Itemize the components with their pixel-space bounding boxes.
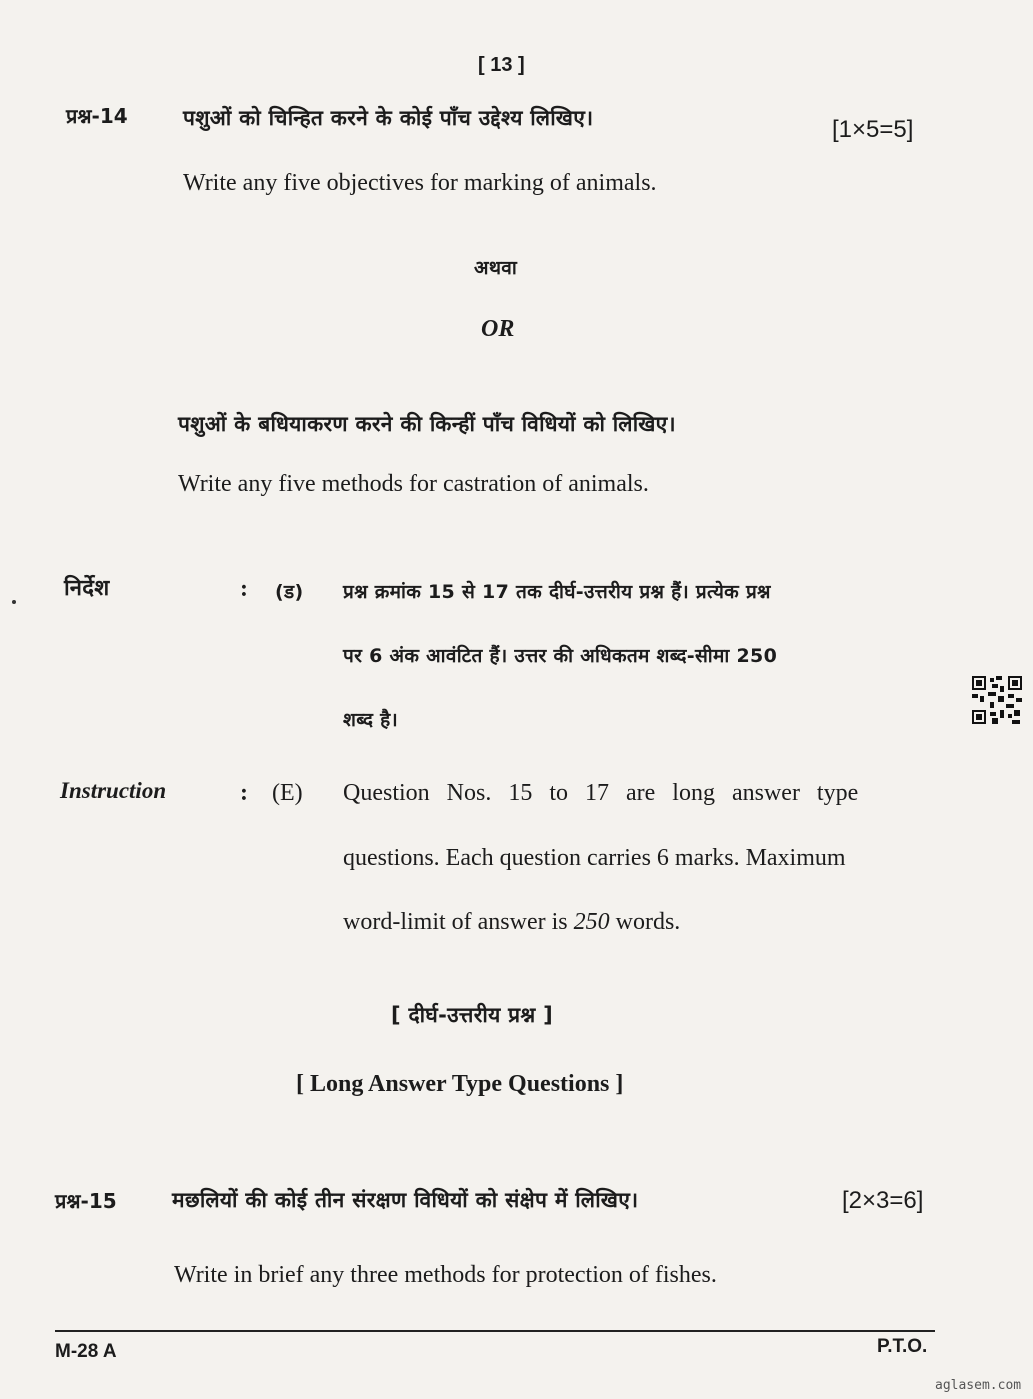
question-14-label: प्रश्न-14 <box>66 104 128 128</box>
watermark: aglasem.com <box>935 1378 1022 1393</box>
section-heading-hindi: [ दीर्घ-उत्तरीय प्रश्न ] <box>391 1003 554 1027</box>
instruction-hindi-line-2: पर 6 अंक आवंटित हैं। उत्तर की अधिकतम शब्द-सीमा 250 <box>343 645 778 667</box>
instruction-english-colon: : <box>240 780 248 806</box>
instruction-hindi-marker: (ड) <box>275 581 304 603</box>
paper-code: M-28 A <box>55 1341 117 1362</box>
instruction-english-line-3 <box>343 909 680 936</box>
instruction-english-line-3-suffix: words. <box>609 909 681 935</box>
question-14-marks: [1×5=5] <box>832 116 914 143</box>
section-heading-english: [ Long Answer Type Questions ] <box>296 1071 624 1097</box>
footer-rule <box>55 1330 935 1332</box>
question-14-alt-hindi: पशुओं के बधियाकरण करने की किन्हीं पाँच विधियों को लिखिए। <box>178 412 676 436</box>
instruction-english-word-limit: 250 <box>573 909 610 935</box>
qr-code-icon <box>972 676 1022 724</box>
question-14-hindi: पशुओं को चिन्हित करने के कोई पाँच उद्देश्य लिखिए। <box>183 106 594 130</box>
instruction-hindi-line-3: शब्द है। <box>343 709 399 731</box>
or-hindi: अथवा <box>474 257 518 279</box>
question-14-alt-english: Write any five methods for castration of animals. <box>178 471 649 497</box>
question-15-english: Write in brief any three methods for protection of fishes. <box>174 1262 717 1288</box>
page-number: [ 13 ] <box>478 54 525 76</box>
instruction-hindi-label: निर्देश <box>64 576 110 601</box>
please-turn-over: P.T.O. <box>877 1336 928 1357</box>
question-14-english: Write any five objectives for marking of animals. <box>183 170 657 196</box>
or-english: OR <box>481 316 515 342</box>
instruction-english-line-2: questions. Each question carries 6 marks. Maximum <box>343 845 846 871</box>
instruction-hindi-colon: : <box>240 576 248 602</box>
question-15-label: प्रश्न-15 <box>55 1189 117 1213</box>
instruction-english-line-3-prefix: word-limit of answer is <box>343 909 574 935</box>
instruction-english-marker: (E) <box>272 780 303 806</box>
margin-dot <box>12 600 16 604</box>
instruction-english-label: Instruction <box>60 778 167 803</box>
question-15-hindi: मछलियों की कोई तीन संरक्षण विधियों को संक्षेप में लिखिए। <box>172 1188 639 1212</box>
instruction-hindi-line-1: प्रश्न क्रमांक 15 से 17 तक दीर्घ-उत्तरीय प्रश्न हैं। प्रत्येक प्रश्न <box>343 581 771 603</box>
instruction-english-line-1: Question Nos. 15 to 17 are long answer type <box>343 780 859 806</box>
question-15-marks: [2×3=6] <box>842 1187 924 1214</box>
